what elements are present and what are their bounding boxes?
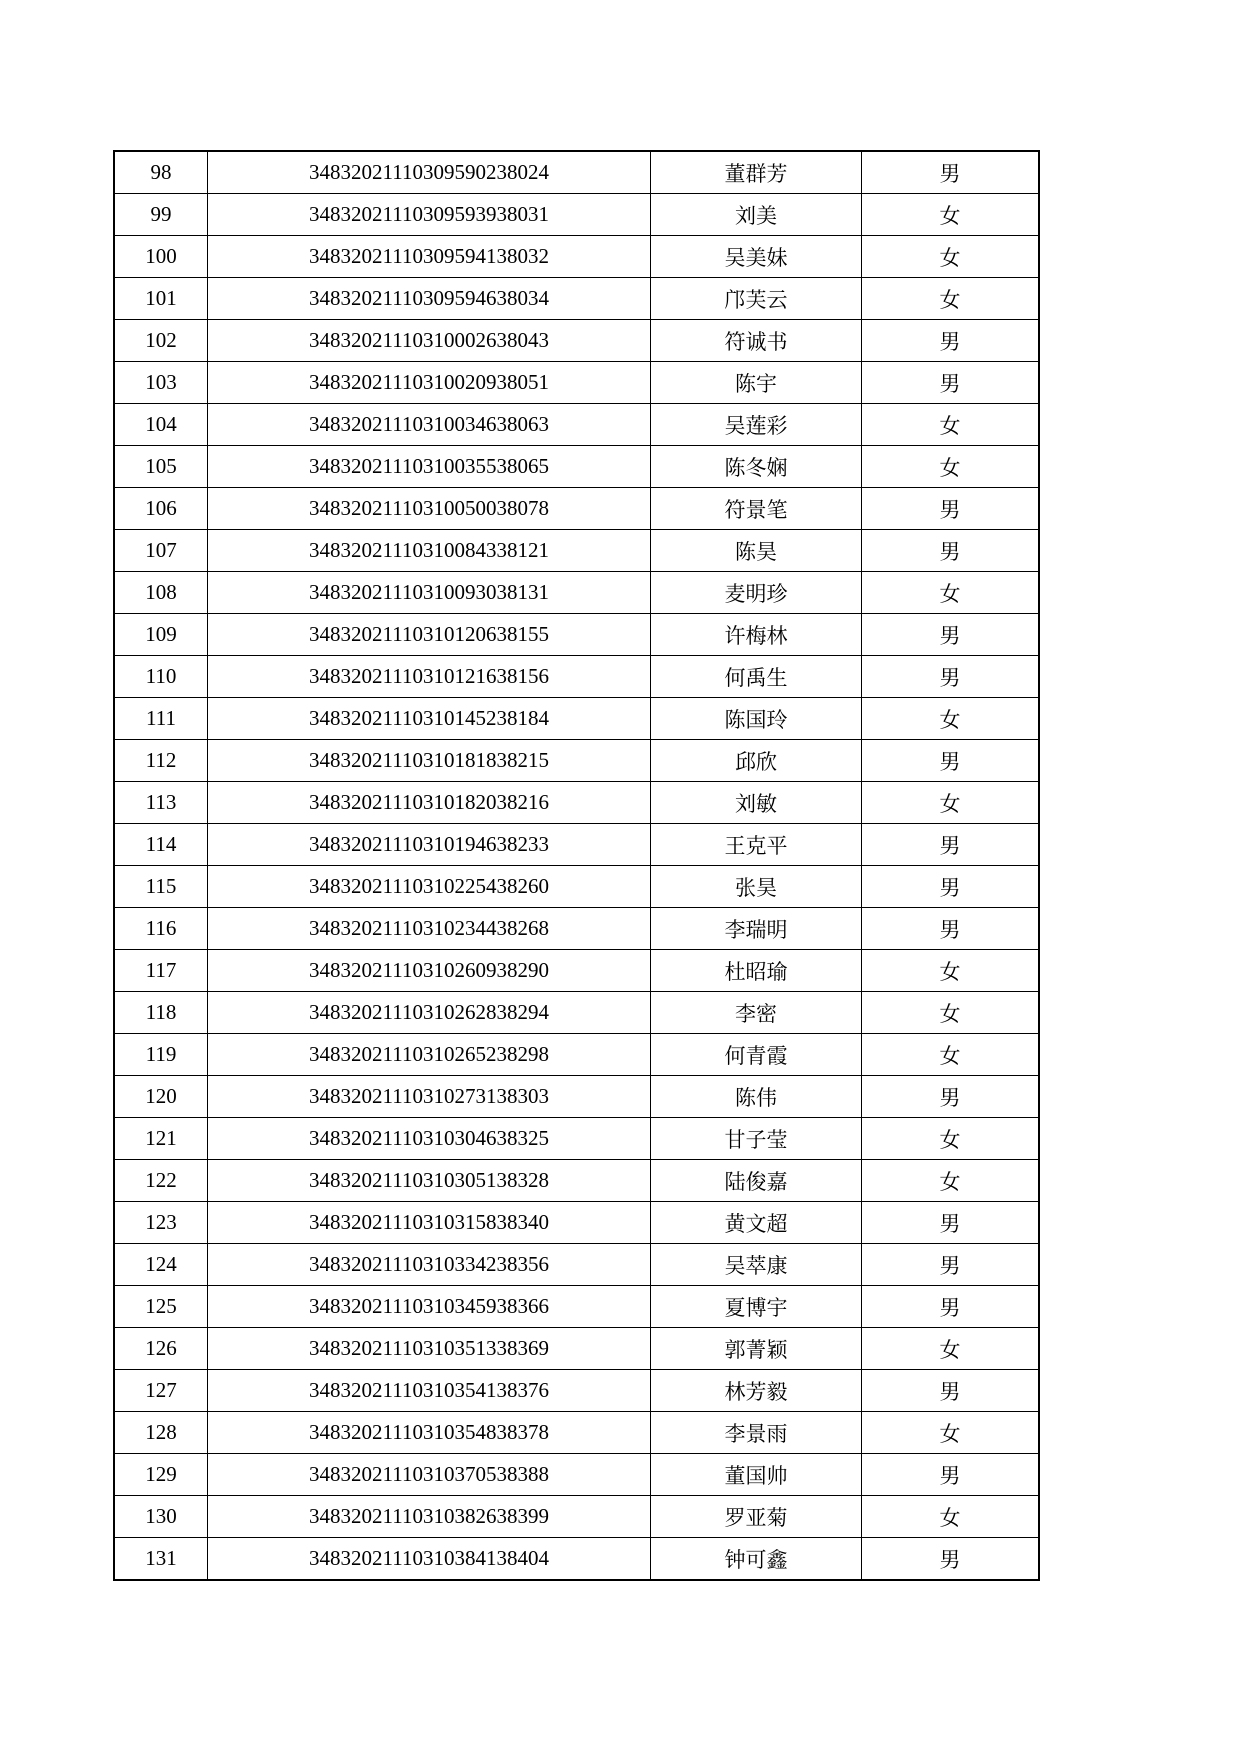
row-number-cell: 110 xyxy=(114,656,208,698)
name-cell: 邝芙云 xyxy=(651,278,862,320)
gender-cell: 男 xyxy=(862,151,1040,194)
row-number-cell: 130 xyxy=(114,1496,208,1538)
table-row xyxy=(114,1328,1039,1370)
row-number-cell: 126 xyxy=(114,1328,208,1370)
gender-cell: 女 xyxy=(862,236,1040,278)
registration-id-cell: 34832021110310194638233 xyxy=(208,824,651,866)
registration-id-cell: 34832021110310382638399 xyxy=(208,1496,651,1538)
row-number-cell: 114 xyxy=(114,824,208,866)
name-cell: 董国帅 xyxy=(651,1454,862,1496)
table-row xyxy=(114,1412,1039,1454)
table-row xyxy=(114,1118,1039,1160)
table-row xyxy=(114,1244,1039,1286)
registration-id-cell: 34832021110310384138404 xyxy=(208,1538,651,1581)
gender-cell: 男 xyxy=(862,614,1040,656)
gender-cell: 女 xyxy=(862,446,1040,488)
name-cell: 吴萃康 xyxy=(651,1244,862,1286)
name-cell: 陈国玲 xyxy=(651,698,862,740)
table-row xyxy=(114,824,1039,866)
row-number-cell: 119 xyxy=(114,1034,208,1076)
registration-id-cell: 34832021110310315838340 xyxy=(208,1202,651,1244)
table-row xyxy=(114,1034,1039,1076)
gender-cell: 男 xyxy=(862,908,1040,950)
name-cell: 林芳毅 xyxy=(651,1370,862,1412)
registration-id-cell: 34832021110310093038131 xyxy=(208,572,651,614)
row-number-cell: 108 xyxy=(114,572,208,614)
gender-cell: 女 xyxy=(862,992,1040,1034)
row-number-cell: 99 xyxy=(114,194,208,236)
row-number-cell: 124 xyxy=(114,1244,208,1286)
table-row xyxy=(114,320,1039,362)
gender-cell: 女 xyxy=(862,1034,1040,1076)
registration-id-cell: 34832021110310334238356 xyxy=(208,1244,651,1286)
table-row xyxy=(114,488,1039,530)
registration-id-cell: 34832021110310262838294 xyxy=(208,992,651,1034)
name-cell: 符诚书 xyxy=(651,320,862,362)
table-row xyxy=(114,992,1039,1034)
name-cell: 张昊 xyxy=(651,866,862,908)
gender-cell: 女 xyxy=(862,782,1040,824)
table-row xyxy=(114,1496,1039,1538)
name-cell: 李景雨 xyxy=(651,1412,862,1454)
table-row xyxy=(114,866,1039,908)
row-number-cell: 102 xyxy=(114,320,208,362)
name-cell: 何青霞 xyxy=(651,1034,862,1076)
gender-cell: 男 xyxy=(862,488,1040,530)
registration-id-cell: 34832021110309590238024 xyxy=(208,151,651,194)
name-cell: 郭菁颖 xyxy=(651,1328,862,1370)
row-number-cell: 129 xyxy=(114,1454,208,1496)
row-number-cell: 115 xyxy=(114,866,208,908)
name-cell: 甘子莹 xyxy=(651,1118,862,1160)
registration-id-cell: 34832021110310121638156 xyxy=(208,656,651,698)
table-row xyxy=(114,278,1039,320)
registration-id-cell: 34832021110310345938366 xyxy=(208,1286,651,1328)
registration-id-cell: 34832021110310265238298 xyxy=(208,1034,651,1076)
row-number-cell: 116 xyxy=(114,908,208,950)
row-number-cell: 128 xyxy=(114,1412,208,1454)
table-row xyxy=(114,698,1039,740)
registration-id-cell: 34832021110310145238184 xyxy=(208,698,651,740)
name-cell: 李密 xyxy=(651,992,862,1034)
table-row xyxy=(114,572,1039,614)
row-number-cell: 111 xyxy=(114,698,208,740)
gender-cell: 女 xyxy=(862,1328,1040,1370)
registration-id-cell: 34832021110310084338121 xyxy=(208,530,651,572)
name-cell: 陈伟 xyxy=(651,1076,862,1118)
gender-cell: 男 xyxy=(862,1076,1040,1118)
table-row xyxy=(114,530,1039,572)
name-cell: 罗亚菊 xyxy=(651,1496,862,1538)
table-row xyxy=(114,1202,1039,1244)
registration-id-cell: 34832021110310260938290 xyxy=(208,950,651,992)
row-number-cell: 101 xyxy=(114,278,208,320)
table-row xyxy=(114,236,1039,278)
row-number-cell: 98 xyxy=(114,151,208,194)
name-cell: 刘敏 xyxy=(651,782,862,824)
gender-cell: 女 xyxy=(862,404,1040,446)
row-number-cell: 107 xyxy=(114,530,208,572)
row-number-cell: 113 xyxy=(114,782,208,824)
table-row xyxy=(114,362,1039,404)
table-row xyxy=(114,151,1039,194)
gender-cell: 女 xyxy=(862,1160,1040,1202)
gender-cell: 男 xyxy=(862,866,1040,908)
name-cell: 董群芳 xyxy=(651,151,862,194)
row-number-cell: 122 xyxy=(114,1160,208,1202)
table-row xyxy=(114,446,1039,488)
registration-id-cell: 34832021110310050038078 xyxy=(208,488,651,530)
registration-id-cell: 34832021110310120638155 xyxy=(208,614,651,656)
gender-cell: 男 xyxy=(862,320,1040,362)
gender-cell: 男 xyxy=(862,1454,1040,1496)
row-number-cell: 120 xyxy=(114,1076,208,1118)
gender-cell: 女 xyxy=(862,1496,1040,1538)
registration-id-cell: 34832021110310182038216 xyxy=(208,782,651,824)
row-number-cell: 106 xyxy=(114,488,208,530)
row-number-cell: 103 xyxy=(114,362,208,404)
table-row xyxy=(114,656,1039,698)
registration-id-cell: 34832021110310234438268 xyxy=(208,908,651,950)
table-row xyxy=(114,1076,1039,1118)
gender-cell: 男 xyxy=(862,362,1040,404)
row-number-cell: 117 xyxy=(114,950,208,992)
row-number-cell: 104 xyxy=(114,404,208,446)
row-number-cell: 125 xyxy=(114,1286,208,1328)
name-cell: 陈昊 xyxy=(651,530,862,572)
table-row xyxy=(114,1454,1039,1496)
gender-cell: 男 xyxy=(862,1370,1040,1412)
gender-cell: 女 xyxy=(862,194,1040,236)
table-row xyxy=(114,1160,1039,1202)
registration-id-cell: 34832021110310351338369 xyxy=(208,1328,651,1370)
name-cell: 黄文超 xyxy=(651,1202,862,1244)
name-cell: 何禹生 xyxy=(651,656,862,698)
gender-cell: 男 xyxy=(862,530,1040,572)
table-row xyxy=(114,404,1039,446)
registration-id-cell: 34832021110310304638325 xyxy=(208,1118,651,1160)
table-row xyxy=(114,950,1039,992)
registration-id-cell: 34832021110310273138303 xyxy=(208,1076,651,1118)
registration-id-cell: 34832021110309594638034 xyxy=(208,278,651,320)
registration-id-cell: 34832021110309593938031 xyxy=(208,194,651,236)
registration-id-cell: 34832021110310370538388 xyxy=(208,1454,651,1496)
roster-table-body xyxy=(114,151,1039,1580)
name-cell: 杜昭瑜 xyxy=(651,950,862,992)
gender-cell: 女 xyxy=(862,572,1040,614)
table-row xyxy=(114,614,1039,656)
table-row xyxy=(114,1538,1039,1581)
name-cell: 符景笔 xyxy=(651,488,862,530)
gender-cell: 女 xyxy=(862,698,1040,740)
gender-cell: 女 xyxy=(862,278,1040,320)
registration-id-cell: 34832021110310181838215 xyxy=(208,740,651,782)
registration-id-cell: 34832021110309594138032 xyxy=(208,236,651,278)
row-number-cell: 121 xyxy=(114,1118,208,1160)
row-number-cell: 131 xyxy=(114,1538,208,1581)
gender-cell: 男 xyxy=(862,824,1040,866)
table-row xyxy=(114,194,1039,236)
gender-cell: 男 xyxy=(862,1286,1040,1328)
name-cell: 陈冬娴 xyxy=(651,446,862,488)
gender-cell: 女 xyxy=(862,1118,1040,1160)
gender-cell: 女 xyxy=(862,950,1040,992)
registration-id-cell: 34832021110310225438260 xyxy=(208,866,651,908)
name-cell: 夏博宇 xyxy=(651,1286,862,1328)
name-cell: 吴莲彩 xyxy=(651,404,862,446)
registration-id-cell: 34832021110310035538065 xyxy=(208,446,651,488)
gender-cell: 女 xyxy=(862,1412,1040,1454)
registration-id-cell: 34832021110310034638063 xyxy=(208,404,651,446)
row-number-cell: 123 xyxy=(114,1202,208,1244)
gender-cell: 男 xyxy=(862,1244,1040,1286)
table-row xyxy=(114,1286,1039,1328)
gender-cell: 男 xyxy=(862,740,1040,782)
registration-id-cell: 34832021110310354138376 xyxy=(208,1370,651,1412)
registration-id-cell: 34832021110310305138328 xyxy=(208,1160,651,1202)
table-row xyxy=(114,740,1039,782)
row-number-cell: 127 xyxy=(114,1370,208,1412)
name-cell: 王克平 xyxy=(651,824,862,866)
name-cell: 李瑞明 xyxy=(651,908,862,950)
name-cell: 陆俊嘉 xyxy=(651,1160,862,1202)
name-cell: 刘美 xyxy=(651,194,862,236)
gender-cell: 男 xyxy=(862,656,1040,698)
row-number-cell: 100 xyxy=(114,236,208,278)
roster-table xyxy=(113,150,1040,1581)
gender-cell: 男 xyxy=(862,1202,1040,1244)
row-number-cell: 112 xyxy=(114,740,208,782)
gender-cell: 男 xyxy=(862,1538,1040,1581)
name-cell: 麦明珍 xyxy=(651,572,862,614)
name-cell: 陈宇 xyxy=(651,362,862,404)
row-number-cell: 118 xyxy=(114,992,208,1034)
name-cell: 吴美妹 xyxy=(651,236,862,278)
registration-id-cell: 34832021110310354838378 xyxy=(208,1412,651,1454)
table-row xyxy=(114,782,1039,824)
registration-id-cell: 34832021110310020938051 xyxy=(208,362,651,404)
name-cell: 钟可鑫 xyxy=(651,1538,862,1581)
name-cell: 邱欣 xyxy=(651,740,862,782)
table-row xyxy=(114,1370,1039,1412)
registration-id-cell: 34832021110310002638043 xyxy=(208,320,651,362)
table-row xyxy=(114,908,1039,950)
row-number-cell: 109 xyxy=(114,614,208,656)
row-number-cell: 105 xyxy=(114,446,208,488)
name-cell: 许梅林 xyxy=(651,614,862,656)
